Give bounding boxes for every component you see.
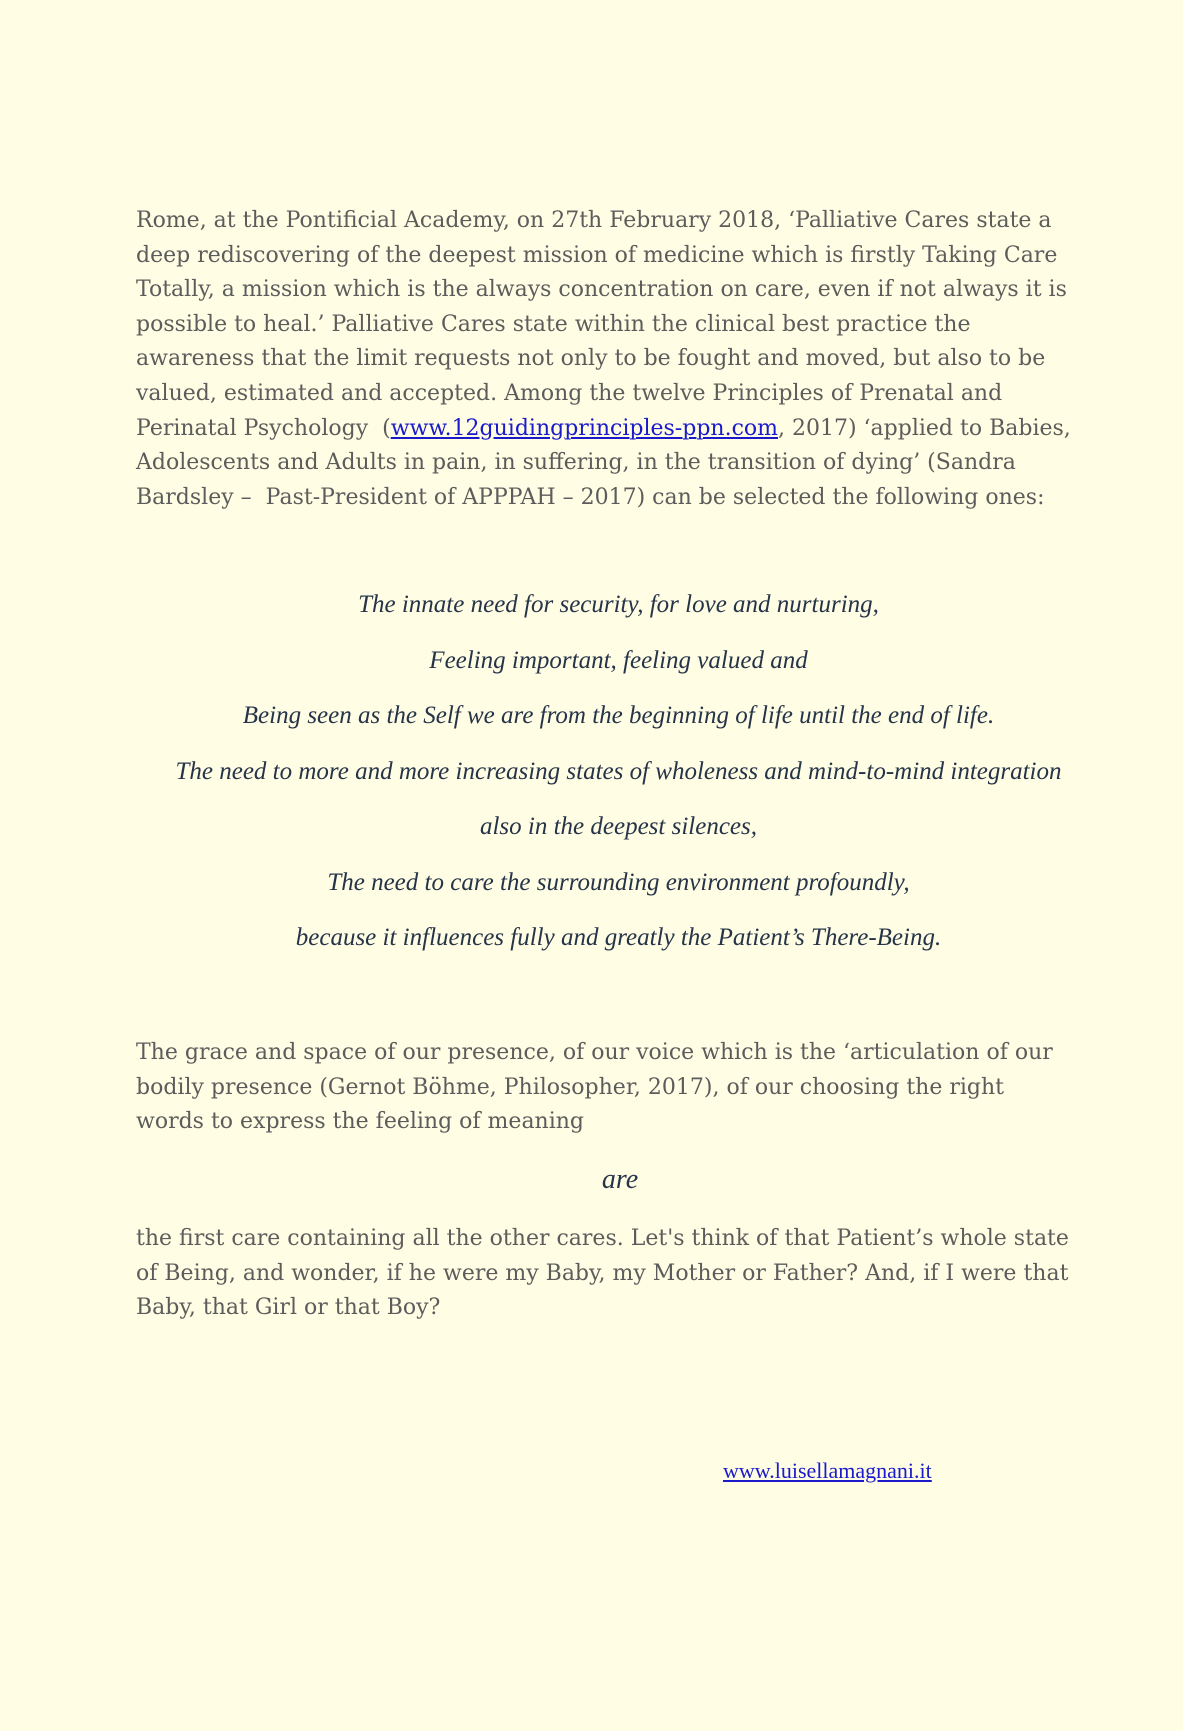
principle-line: Feeling important, feeling valued and [429, 646, 808, 674]
website-link[interactable]: www.luisellamagnani.it [723, 1458, 932, 1483]
principles-list [0, 590, 1183, 979]
principle-line: The need to more and more increasing states of wholeness and mind-to-mind integration [175, 757, 1062, 785]
guiding-principles-link[interactable]: www.12guidingprinciples-ppn.com [390, 415, 778, 441]
principle-line: Being seen as the Self we are from the beginning of life until the end of life. [242, 702, 995, 729]
closing-paragraph: the first care containing all the other cares. Let's think of that Patient’s whole state of Being, and wonder, if he were my Baby, my Mother or Father? And, if I were that Baby, that Girl or that Boy? [136, 1226, 1069, 1321]
principle-line: also in the deepest silences, [479, 813, 757, 840]
principle-line: The need to care the surrounding environment profoundly, [327, 868, 910, 896]
presence-paragraph: The grace and space of our presence, of our voice which is the ‘articulation of our bodily presence (Gernot Böhme, Philosopher, 2017), of our choosing the right words to express the feeling of meaning [136, 1040, 1053, 1135]
principle-line: The innate need for security, for love and nurturing, [358, 591, 879, 618]
intro-paragraph [136, 204, 1076, 515]
are-word: are [601, 1164, 639, 1195]
intro-text-part1: Rome, at the Pontificial Academy, on 27th February 2018, ‘Palliative Cares state a deep rediscovering of the deepest mission of medicine which is firstly Taking Care Totally, a mission which is the always concentration on care, even if not always it is possible to heal.’ Palliative Cares state within the clinical best practice the awareness that the limit requests not only to be fought and moved, but also to be valued, estimated and accepted. Among the twelve Principles of Prenatal and Perinatal Psychology ( [136, 208, 1067, 441]
intro-text-part2: , 2017) ‘applied to Babies, Adolescents and Adults in pain, in suffering, in the transition of dying’ (Sandra Bardsley – Past-President of APPPAH – 2017) can be selected the following ones: [136, 415, 1071, 510]
principle-line: because it influences fully and greatly the Patient’s There-Being. [295, 924, 942, 951]
